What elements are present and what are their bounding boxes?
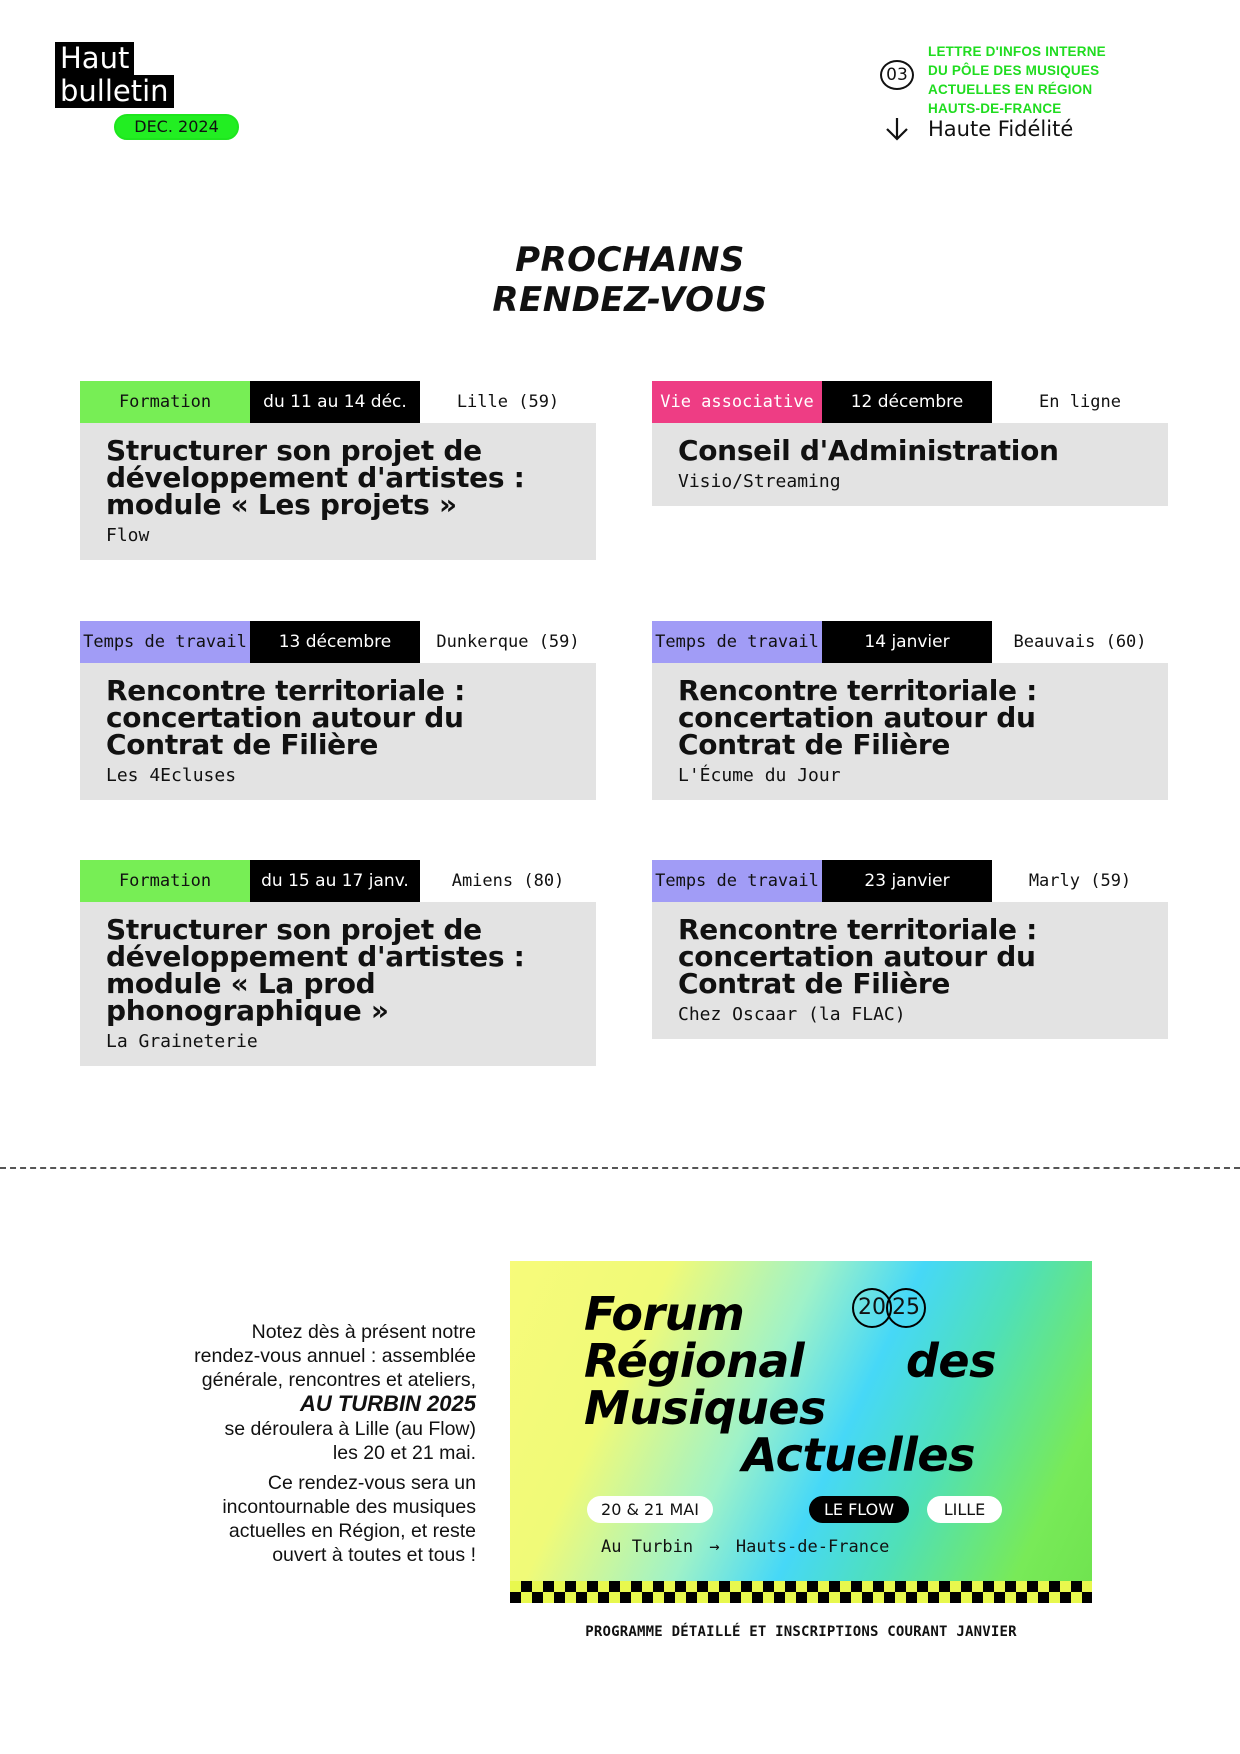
event-title-line: concertation autour du xyxy=(106,701,464,734)
date-badge: DEC. 2024 xyxy=(114,114,239,140)
event-title-line: module « Les projets » xyxy=(106,488,457,521)
promo-line: incontournable des musiques xyxy=(222,1496,476,1518)
poster-route-from: Au Turbin xyxy=(601,1537,694,1557)
event-date: 23 janvier xyxy=(822,860,992,902)
event-venue: Chez Oscaar (la FLAC) xyxy=(678,1004,906,1025)
event-title xyxy=(106,913,570,1027)
event-header xyxy=(652,860,1168,902)
event-body xyxy=(80,423,596,560)
event-place: Dunkerque (59) xyxy=(436,632,580,652)
poster-route-to: Hauts-de-France xyxy=(735,1537,890,1557)
event-header xyxy=(80,621,596,663)
event-place: Beauvais (60) xyxy=(1013,632,1147,652)
checkered-strip xyxy=(510,1581,1092,1603)
event-date: 14 janvier xyxy=(822,621,992,663)
page-title-line-1: PROCHAINS xyxy=(515,240,745,280)
event-header xyxy=(80,381,596,423)
event-title xyxy=(678,913,1142,1000)
logo-line-2: bulletin xyxy=(55,75,174,108)
dashed-divider xyxy=(0,1167,1240,1169)
promo-highlight: AU TURBIN 2025 xyxy=(299,1391,476,1416)
event-category: Temps de travail xyxy=(80,621,250,663)
arrow-down-icon xyxy=(884,116,910,142)
newsletter-line: LETTRE D'INFOS INTERNE xyxy=(928,44,1106,59)
event-title-line: Structurer son projet de xyxy=(106,434,482,467)
publisher-name: Haute Fidélité xyxy=(928,117,1074,141)
newsletter-line: HAUTS-DE-FRANCE xyxy=(928,101,1062,116)
event-card xyxy=(652,381,1168,506)
promo-line: actuelles en Région, et reste xyxy=(228,1520,476,1542)
event-title-line: Rencontre territoriale : xyxy=(106,674,466,707)
event-category: Formation xyxy=(80,381,250,423)
event-header xyxy=(652,381,1168,423)
poster-year xyxy=(852,1288,920,1328)
event-title xyxy=(106,674,570,761)
promo-line: ouvert à toutes et tous ! xyxy=(272,1544,476,1566)
promo-line: Notez dès à présent notre xyxy=(251,1321,476,1343)
promo-line: rendez-vous annuel : assemblée xyxy=(194,1345,476,1367)
promo-text xyxy=(120,1320,476,1573)
event-venue: Flow xyxy=(106,525,150,546)
event-venue: Les 4Ecluses xyxy=(106,765,237,786)
event-venue: L'Écume du Jour xyxy=(678,765,841,786)
event-card xyxy=(652,621,1168,800)
event-title-line: Rencontre territoriale : xyxy=(678,913,1038,946)
event-title-line: développement d'artistes : xyxy=(106,461,525,494)
event-title-line: concertation autour du xyxy=(678,701,1036,734)
promo-line: Ce rendez-vous sera un xyxy=(267,1472,476,1494)
poster-title-des: des xyxy=(906,1334,997,1388)
event-date: 12 décembre xyxy=(822,381,992,423)
event-category: Temps de travail xyxy=(652,860,822,902)
promo-line: les 20 et 21 mai. xyxy=(332,1442,476,1464)
event-title-line: Rencontre territoriale : xyxy=(678,674,1038,707)
logo-line-1: Haut xyxy=(55,42,134,75)
event-place: Amiens (80) xyxy=(451,871,565,891)
event-venue: La Graineterie xyxy=(106,1031,258,1052)
event-card xyxy=(652,860,1168,1039)
poster-year-part: 20 xyxy=(852,1288,892,1328)
event-place: En ligne xyxy=(1039,392,1121,412)
event-body xyxy=(652,902,1168,1039)
arrow-right-icon: → xyxy=(709,1537,720,1557)
event-title-line: Conseil d'Administration xyxy=(678,434,1059,467)
poster-route xyxy=(601,1537,889,1557)
event-category: Formation xyxy=(80,860,250,902)
forum-poster xyxy=(510,1261,1092,1603)
event-title-line: concertation autour du xyxy=(678,940,1036,973)
event-date: du 11 au 14 déc. xyxy=(250,381,420,423)
newsletter-line: DU PÔLE DES MUSIQUES xyxy=(928,63,1100,78)
event-place: Marly (59) xyxy=(1028,871,1132,891)
poster-venue-pill: LE FLOW xyxy=(809,1496,909,1523)
event-card xyxy=(80,381,596,560)
poster-city-pill: LILLE xyxy=(927,1496,1002,1523)
event-title-line: Contrat de Filière xyxy=(678,728,951,761)
newsletter-line: ACTUELLES EN RÉGION xyxy=(928,82,1093,97)
event-title xyxy=(678,674,1142,761)
event-card xyxy=(80,621,596,800)
promo-paragraph-1 xyxy=(120,1320,476,1465)
poster-title-musiques: Musiques xyxy=(584,1381,826,1435)
event-body xyxy=(80,663,596,800)
event-title xyxy=(106,434,570,521)
poster-title-regional: Régional xyxy=(584,1334,805,1388)
event-body xyxy=(652,663,1168,800)
event-title-line: Contrat de Filière xyxy=(678,967,951,1000)
promo-paragraph-2 xyxy=(120,1471,476,1567)
event-category: Vie associative xyxy=(652,381,822,423)
event-date: du 15 au 17 janv. xyxy=(250,860,420,902)
page-title xyxy=(0,240,1240,320)
event-title-line: Structurer son projet de xyxy=(106,913,482,946)
event-body xyxy=(652,423,1168,506)
poster-dates-pill: 20 & 21 MAI xyxy=(587,1496,713,1523)
poster-title-actuelles: Actuelles xyxy=(742,1428,976,1482)
poster-year-part: 25 xyxy=(886,1288,926,1328)
event-header xyxy=(652,621,1168,663)
logo xyxy=(55,42,174,108)
page-title-line-2: RENDEZ-VOUS xyxy=(492,280,768,320)
issue-number: 03 xyxy=(880,60,914,90)
event-date: 13 décembre xyxy=(250,621,420,663)
newsletter-description xyxy=(928,42,1106,118)
poster-title-forum: Forum xyxy=(584,1287,745,1341)
event-category: Temps de travail xyxy=(652,621,822,663)
event-title-line: Contrat de Filière xyxy=(106,728,379,761)
event-header xyxy=(80,860,596,902)
event-venue: Visio/Streaming xyxy=(678,471,841,492)
event-body xyxy=(80,902,596,1066)
event-title-line: développement d'artistes : xyxy=(106,940,525,973)
event-title-line: phonographique » xyxy=(106,994,389,1027)
event-title-line: module « La prod xyxy=(106,967,376,1000)
promo-line: se déroulera à Lille (au Flow) xyxy=(224,1418,476,1440)
poster-title xyxy=(584,1287,826,1435)
event-card xyxy=(80,860,596,1066)
poster-caption: PROGRAMME DÉTAILLÉ ET INSCRIPTIONS COURANT JANVIER xyxy=(585,1624,1017,1640)
event-place: Lille (59) xyxy=(456,392,560,412)
event-title xyxy=(678,434,1142,467)
promo-line: générale, rencontres et ateliers, xyxy=(201,1369,476,1391)
